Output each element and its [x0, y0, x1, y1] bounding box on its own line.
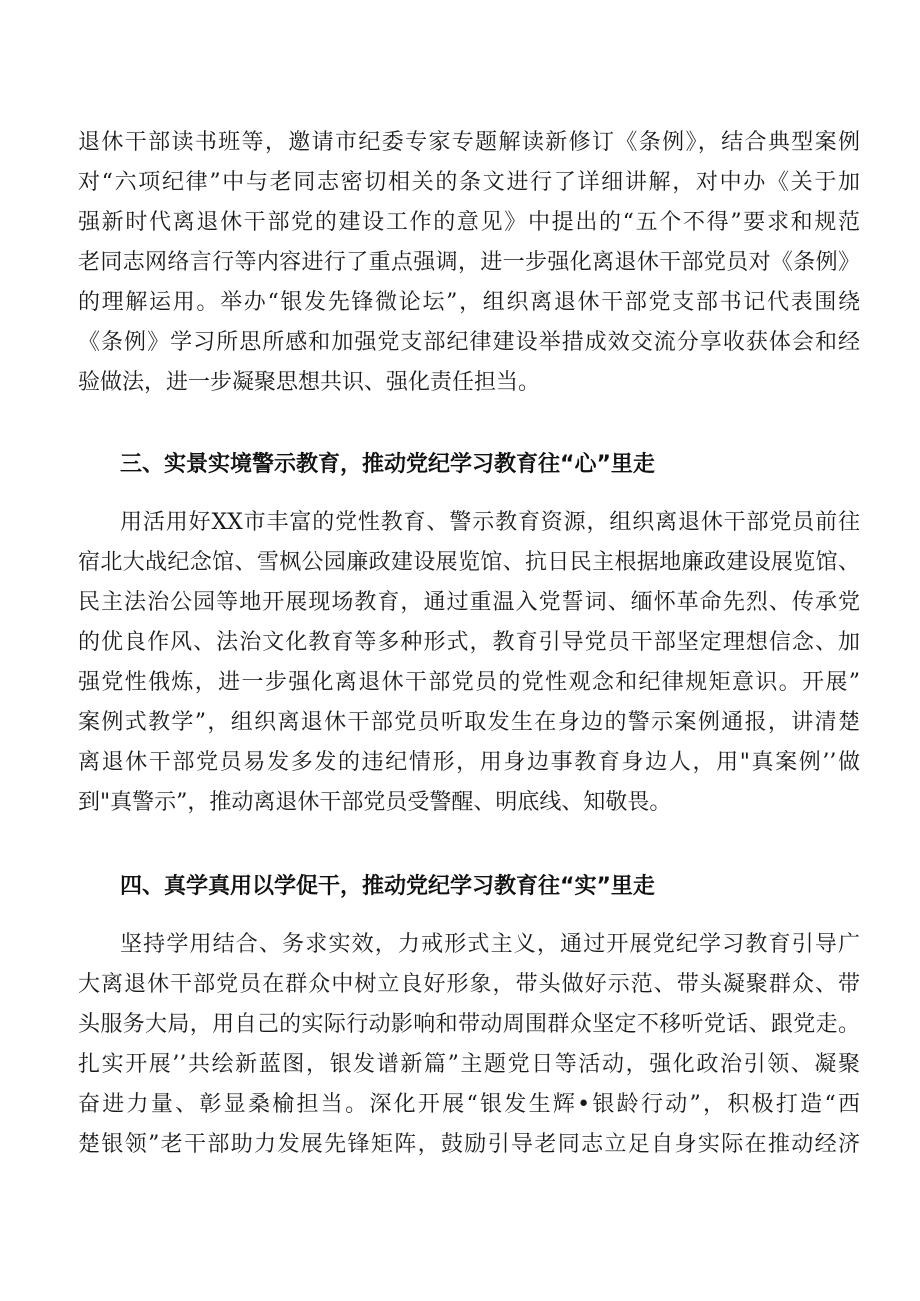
- paragraph-1-line-3: 强新时代离退休干部党的建设工作的意见》中提出的“五个不得”要求和规范: [78, 210, 860, 235]
- section-4-line-1: 坚持学用结合、务求实效，力戒形式主义，通过开展党纪学习教育引导广: [120, 932, 860, 957]
- section-3-line-4: 的优良作风、法治文化教育等多种形式，教育引导党员干部坚定理想信念、加: [78, 630, 860, 655]
- section-3-line-8: 到"真警示”，推动离退休干部党员受警醒、明底线、知敬畏。: [78, 790, 672, 815]
- section-3-line-6: 案例式教学”，组织离退休干部党员听取发生在身边的警示案例通报，讲清楚: [78, 710, 860, 735]
- paragraph-1-line-4: 老同志网络言行等内容进行了重点强调，进一步强化离退休干部党员对《条例》: [78, 250, 860, 275]
- section-3-line-1: 用活用好XX市丰富的党性教育、警示教育资源，组织离退休干部党员前往: [120, 510, 860, 535]
- section-4-line-2: 大离退休干部党员在群众中树立良好形象，带头做好示范、带头凝聚群众、带: [78, 972, 860, 997]
- paragraph-1-line-2: 对“六项纪律”中与老同志密切相关的条文进行了详细讲解，对中办《关于加: [78, 170, 860, 195]
- section-4-line-3: 头服务大局，用自己的实际行动影响和带动周围群众坚定不移听党话、跟党走。: [78, 1012, 860, 1037]
- paragraph-1-line-5: 的理解运用。举办“银发先锋微论坛”，组织离退休干部党支部书记代表围绕: [78, 290, 860, 315]
- section-3-heading: 三、实景实境警示教育，推动党纪学习教育往“心”里走: [120, 452, 655, 477]
- section-3-line-5: 强党性俄炼，进一步强化离退休干部党员的党性观念和纪律规矩意识。开展”: [78, 670, 860, 695]
- section-3-line-2: 宿北大战纪念馆、雪枫公园廉政建设展览馆、抗日民主根据地廉政建设展览馆、: [78, 550, 860, 575]
- section-4-line-6: 楚银领”老干部助力发展先锋矩阵，鼓励引导老同志立足自身实际在推动经济: [78, 1132, 860, 1157]
- section-4-heading: 四、真学真用以学促干，推动党纪学习教育往“实”里走: [120, 874, 655, 899]
- section-4-line-5: 奋进力量、彰显桑榆担当。深化开展“银发生辉•银龄行动”，积极打造“西: [78, 1092, 860, 1117]
- section-4-line-4: 扎实开展’’共绘新蓝图，银发谱新篇”主题党日等活动，强化政治引领、凝聚: [78, 1052, 860, 1077]
- paragraph-1-line-6: 《条例》学习所思所感和加强党支部纪律建设举措成效交流分享收获体会和经: [78, 330, 860, 355]
- section-3-line-3: 民主法治公园等地开展现场教育，通过重温入党誓词、缅怀革命先烈、传承党: [78, 590, 860, 615]
- paragraph-1-line-7: 验做法，进一步凝聚思想共识、强化责任担当。: [78, 370, 541, 395]
- paragraph-1-line-1: 退休干部读书班等，邀请市纪委专家专题解读新修订《条例》，结合典型案例: [78, 130, 860, 155]
- section-3-line-7: 离退休干部党员易发多发的违纪情形，用身边事教育身边人，用"真案例’’做: [78, 750, 860, 775]
